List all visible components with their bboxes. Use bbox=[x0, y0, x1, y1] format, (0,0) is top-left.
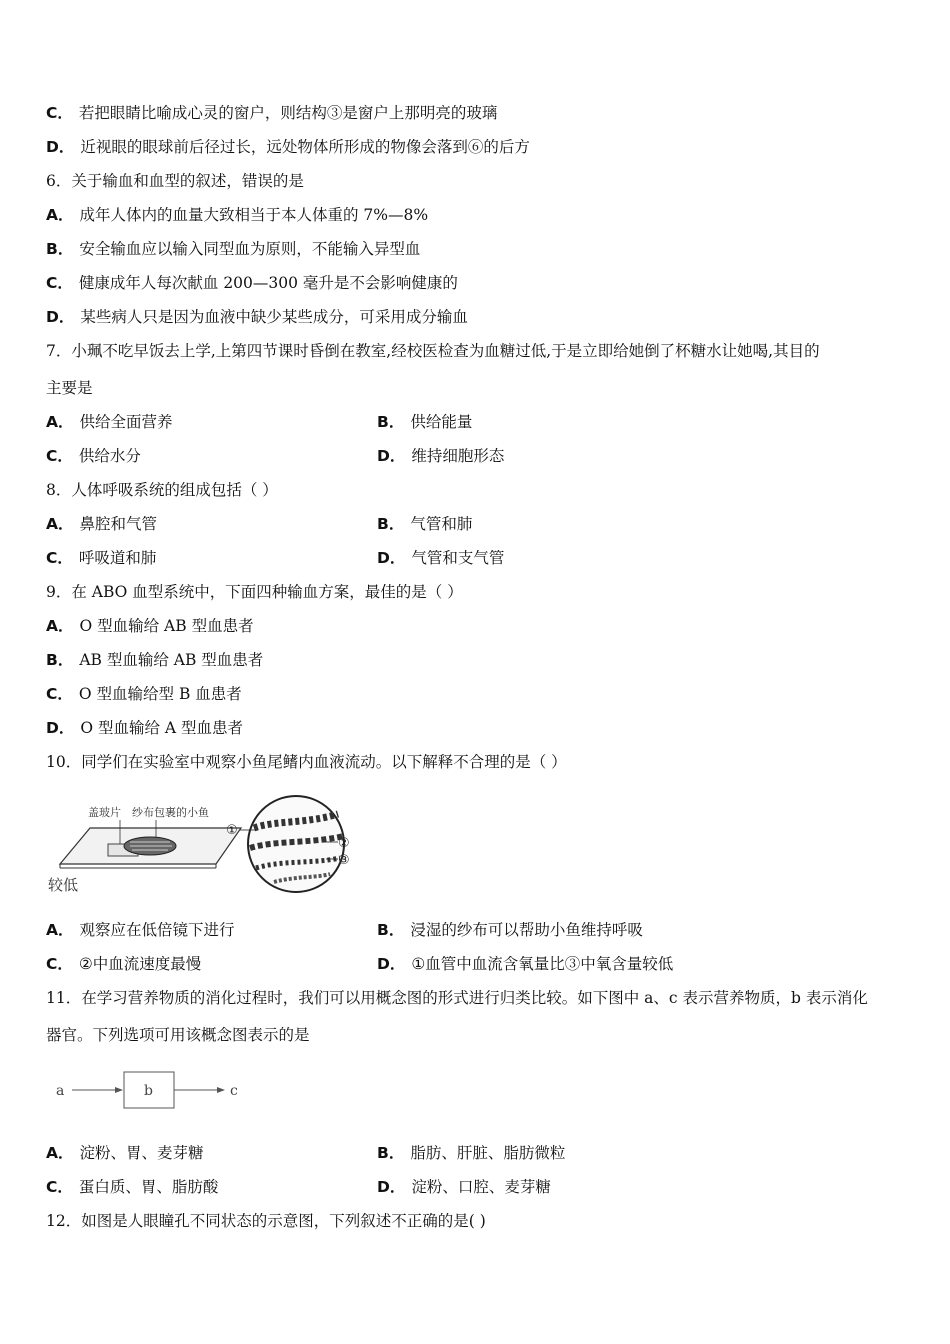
q11-option-c: C． 蛋白质、胃、脂肪酸 bbox=[46, 1178, 219, 1196]
q10-stem: 10．同学们在实验室中观察小鱼尾鳍内血液流动。以下解释不合理的是（ ） bbox=[46, 753, 567, 771]
q9-option-d: D． O 型血输给 A 型血患者 bbox=[46, 719, 244, 737]
q8-option-c: C． 呼吸道和肺 bbox=[46, 549, 157, 567]
label-caption-low: 较低 bbox=[48, 876, 79, 894]
q11-option-a: A． 淀粉、胃、麦芽糖 bbox=[46, 1144, 204, 1162]
q9-option-c: C． O 型血输给型 B 血患者 bbox=[46, 685, 242, 703]
q9-stem: 9．在 ABO 血型系统中，下面四种输血方案，最佳的是（ ） bbox=[46, 583, 463, 601]
label-vessel-3: ③ bbox=[338, 853, 350, 868]
label-vessel-1: ① bbox=[226, 823, 238, 838]
q10-option-a: A． 观察应在低倍镜下进行 bbox=[46, 921, 235, 939]
label-wrapped-fish: 纱布包裹的小鱼 bbox=[132, 806, 209, 819]
q6-option-b: B． 安全输血应以输入同型血为原则，不能输入异型血 bbox=[46, 240, 421, 258]
label-cover-slip: 盖玻片 bbox=[88, 806, 121, 819]
q8-option-b: B． 气管和肺 bbox=[377, 515, 473, 533]
q5-option-c: C． 若把眼睛比喻成心灵的窗户，则结构③是窗户上那明亮的玻璃 bbox=[46, 104, 498, 122]
q6-option-d: D． 某些病人只是因为血液中缺少某些成分，可采用成分输血 bbox=[46, 308, 468, 326]
q11-stem-cont: 器官。下列选项可用该概念图表示的是 bbox=[46, 1026, 310, 1044]
q7-option-d: D． 维持细胞形态 bbox=[377, 447, 505, 465]
diagram-node-c: c bbox=[230, 1083, 238, 1099]
q7-option-c: C． 供给水分 bbox=[46, 447, 141, 465]
q11-stem: 11．在学习营养物质的消化过程时，我们可以用概念图的形式进行归类比较。如下图中 a、c 表示营养物质，b 表示消化 bbox=[46, 989, 868, 1007]
q9-option-a: A． O 型血输给 AB 型血患者 bbox=[46, 617, 254, 635]
q8-option-d: D． 气管和支气管 bbox=[377, 549, 505, 567]
q7-option-b: B． 供给能量 bbox=[377, 413, 473, 431]
fish-tail-experiment-figure bbox=[46, 792, 376, 897]
q10-option-d: D． ①血管中血流含氧量比③中氧含量较低 bbox=[377, 955, 674, 973]
concept-diagram bbox=[50, 1070, 250, 1112]
diagram-node-b: b bbox=[144, 1083, 153, 1099]
q11-option-b: B． 脂肪、肝脏、脂肪微粒 bbox=[377, 1144, 566, 1162]
q8-stem: 8．人体呼吸系统的组成包括（ ） bbox=[46, 481, 278, 499]
q12-stem: 12．如图是人眼瞳孔不同状态的示意图，下列叙述不正确的是( ) bbox=[46, 1212, 486, 1230]
diagram-node-a: a bbox=[56, 1083, 65, 1099]
q10-option-b: B． 浸湿的纱布可以帮助小鱼维持呼吸 bbox=[377, 921, 643, 939]
q6-stem: 6．关于输血和血型的叙述，错误的是 bbox=[46, 172, 304, 190]
label-vessel-2: ② bbox=[338, 836, 350, 851]
q6-option-c: C． 健康成年人每次献血 200—300 毫升是不会影响健康的 bbox=[46, 274, 458, 292]
q7-option-a: A． 供给全面营养 bbox=[46, 413, 173, 431]
q7-stem: 7．小珮不吃早饭去上学,上第四节课时昏倒在教室,经校医检查为血糖过低,于是立即给她倒了杯糖水让她喝,其目的 bbox=[46, 342, 820, 360]
q11-option-d: D． 淀粉、口腔、麦芽糖 bbox=[377, 1178, 551, 1196]
q7-stem-cont: 主要是 bbox=[46, 379, 93, 397]
q8-option-a: A． 鼻腔和气管 bbox=[46, 515, 158, 533]
q5-option-d: D． 近视眼的眼球前后径过长，远处物体所形成的物像会落到⑥的后方 bbox=[46, 138, 530, 156]
q6-option-a: A． 成年人体内的血量大致相当于本人体重的 7%—8% bbox=[46, 206, 429, 224]
q10-option-c: C． ②中血流速度最慢 bbox=[46, 955, 202, 973]
q9-option-b: B． AB 型血输给 AB 型血患者 bbox=[46, 651, 264, 669]
